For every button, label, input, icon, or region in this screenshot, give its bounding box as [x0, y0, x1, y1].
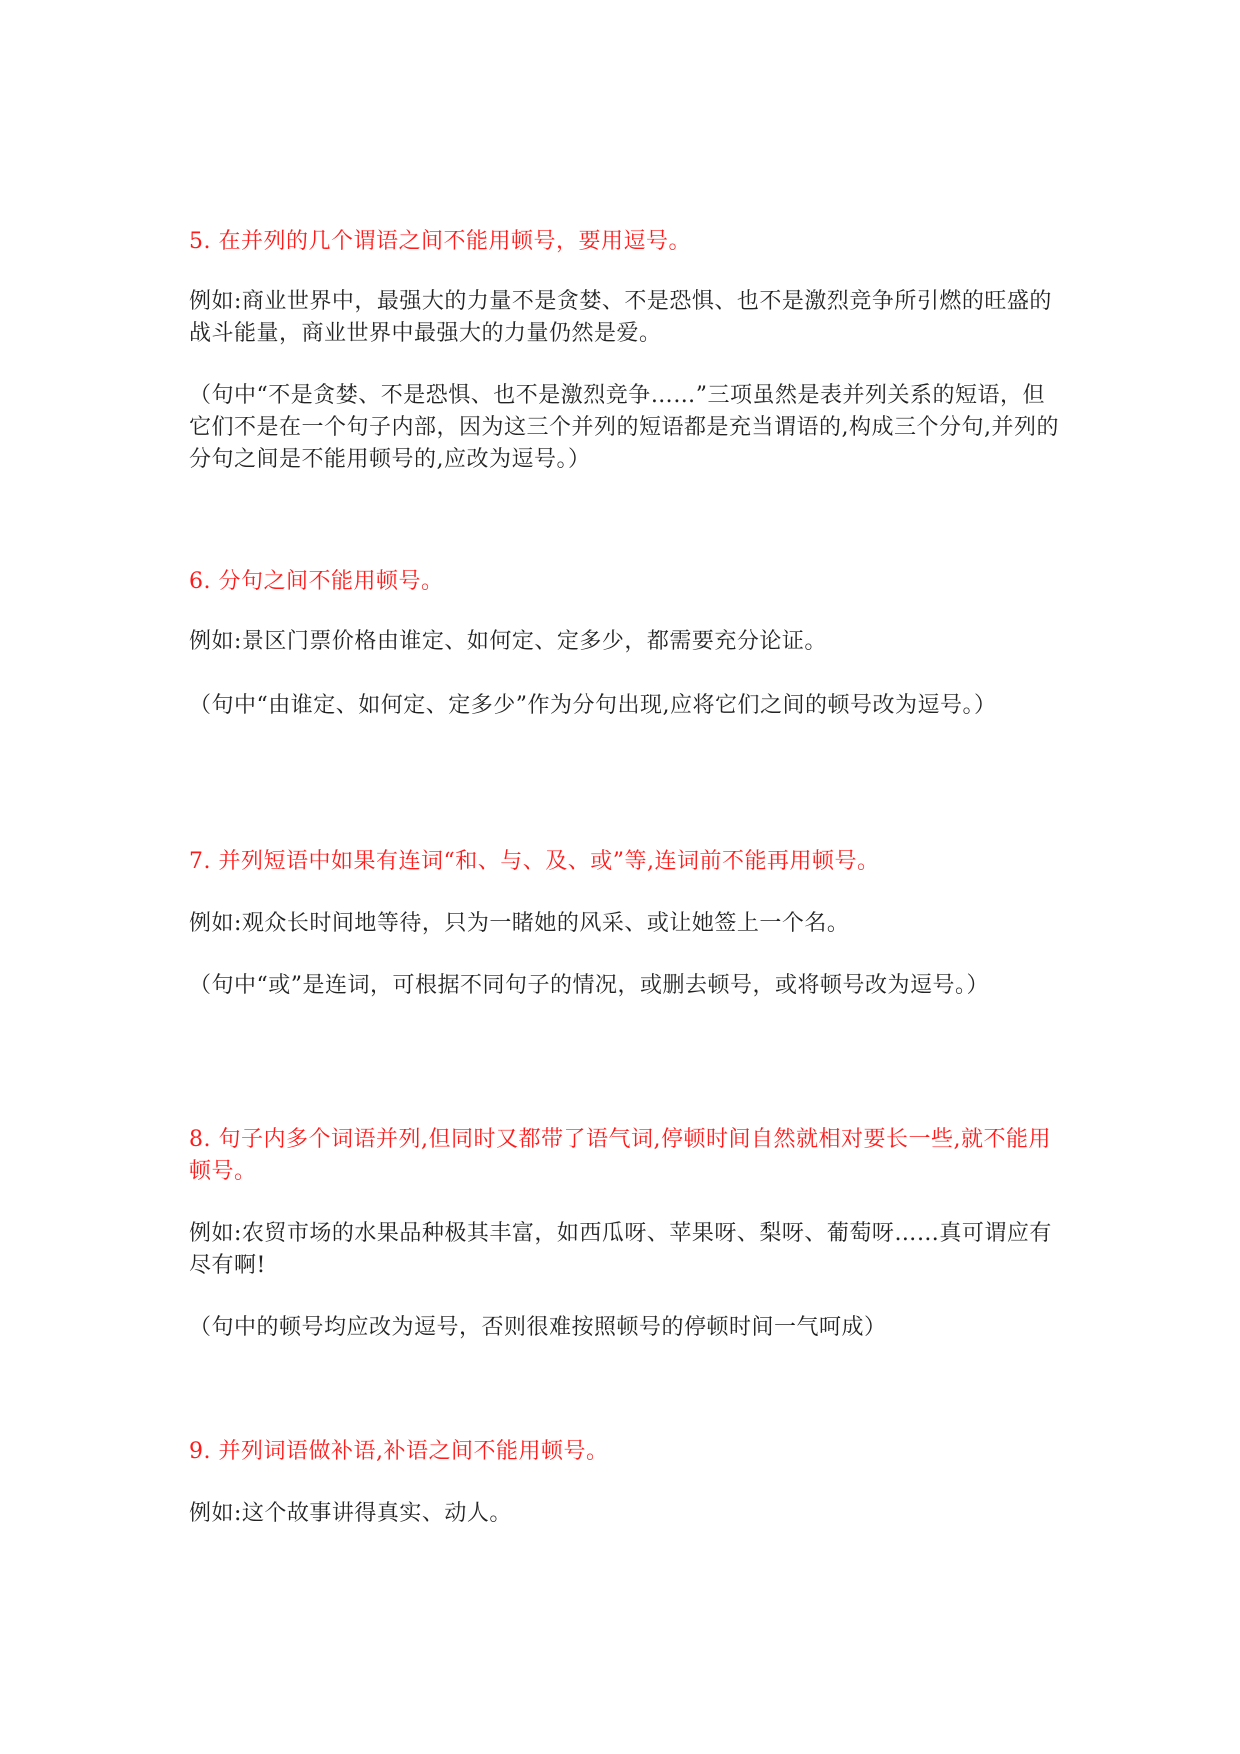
explanation-7: （句中“或”是连词，可根据不同句子的情况，或删去顿号，或将顿号改为逗号。） — [189, 973, 989, 998]
rule-heading-8: 8. 句子内多个词语并列,但同时又都带了语气词,停顿时间自然就相对要长一些,就不能用顿号。 — [189, 1127, 1051, 1184]
rule-heading-9: 9. 并列词语做补语,补语之间不能用顿号。 — [189, 1439, 609, 1464]
example-6: 例如:景区门票价格由谁定、如何定、定多少，都需要充分论证。 — [189, 629, 827, 654]
example-8: 例如:农贸市场的水果品种极其丰富，如西瓜呀、苹果呀、梨呀、葡萄呀……真可谓应有尽有啊! — [189, 1221, 1052, 1278]
explanation-8: （句中的顿号均应改为逗号，否则很难按照顿号的停顿时间一气呵成） — [189, 1315, 887, 1340]
rule-heading-5: 5. 在并列的几个谓语之间不能用顿号，要用逗号。 — [189, 229, 691, 254]
explanation-6: （句中“由谁定、如何定、定多少”作为分句出现,应将它们之间的顿号改为逗号。） — [189, 693, 997, 718]
rule-heading-7: 7. 并列短语中如果有连词“和、与、及、或”等,连词前不能再用顿号。 — [189, 849, 880, 874]
rule-heading-6: 6. 分句之间不能用顿号。 — [189, 569, 444, 594]
example-5: 例如:商业世界中，最强大的力量不是贪婪、不是恐惧、也不是激烈竞争所引燃的旺盛的战斗能量，商业世界中最强大的力量仍然是爱。 — [189, 289, 1052, 346]
example-7: 例如:观众长时间地等待，只为一睹她的风采、或让她签上一个名。 — [189, 911, 850, 936]
example-9: 例如:这个故事讲得真实、动人。 — [189, 1501, 512, 1526]
explanation-5: （句中“不是贪婪、不是恐惧、也不是激烈竞争……”三项虽然是表并列关系的短语，但它们不是在一个句子内部，因为这三个并列的短语都是充当谓语的,构成三个分句,并列的分句之间是不能用顿号的,应改为逗号。） — [189, 383, 1059, 472]
